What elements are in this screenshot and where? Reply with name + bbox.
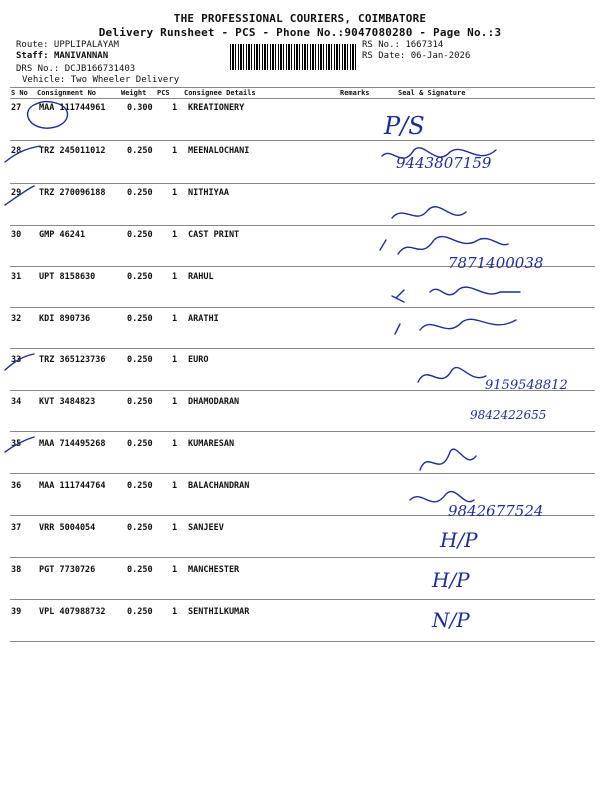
signature-scribble [380, 237, 508, 254]
row-pcs: 1 [172, 272, 178, 282]
row-consignment: KDI 890736 [39, 314, 91, 324]
drs-number: DRS No.: DCJB166731403 [16, 64, 136, 74]
row-pcs: 1 [172, 188, 178, 198]
col-weight: Weight [121, 89, 147, 97]
row-weight: 0.250 [127, 314, 153, 324]
row-pcs: 1 [172, 314, 178, 324]
row-pcs: 1 [172, 439, 178, 449]
row-weight: 0.250 [127, 439, 153, 449]
rs-number: RS No.: 1667314 [362, 40, 444, 50]
signature-scribble [418, 368, 486, 382]
row-consignment: TRZ 365123736 [39, 355, 106, 365]
rs-date: RS Date: 06-Jan-2026 [362, 51, 471, 61]
company-title: THE PROFESSIONAL COURIERS, COIMBATORE [173, 12, 427, 25]
col-consignment: Consignment No [37, 89, 97, 97]
row-consignment: MAA 714495268 [39, 439, 106, 449]
signature-scribble [430, 287, 520, 295]
row-weight: 0.250 [127, 188, 153, 198]
handwritten-phone-row30: 7871400038 [448, 254, 544, 272]
row-pcs: 1 [172, 523, 178, 533]
row-consignee: SENTHILKUMAR [188, 607, 250, 617]
row-consignment: PGT 7730726 [39, 565, 96, 575]
col-sno: S No [11, 89, 28, 97]
row-consignment: VPL 407988732 [39, 607, 106, 617]
row-pcs: 1 [172, 565, 178, 575]
row-consignment: TRZ 270096188 [39, 188, 106, 198]
row-sno: 39 [11, 607, 22, 617]
row-consignment: KVT 3484823 [39, 397, 96, 407]
tick-mark [5, 186, 34, 205]
col-remarks: Remarks [340, 89, 370, 97]
row-weight: 0.250 [127, 230, 153, 240]
row-consignee: KUMARESAN [188, 439, 235, 449]
row-consignee: KREATIONERY [188, 103, 245, 113]
row-pcs: 1 [172, 607, 178, 617]
row-sno: 33 [11, 355, 22, 365]
handwritten-phone-row33: 9159548812 [485, 378, 568, 393]
row-sno: 27 [11, 103, 22, 113]
row-sno: 34 [11, 397, 22, 407]
row-pcs: 1 [172, 103, 178, 113]
row-consignment: GMP 46241 [39, 230, 86, 240]
row-pcs: 1 [172, 481, 178, 491]
row-consignment: VRR 5004054 [39, 523, 96, 533]
row-sno: 30 [11, 230, 22, 240]
signature-scribble [392, 290, 404, 302]
tick-mark [5, 146, 40, 162]
row-consignee: BALACHANDRAN [188, 481, 250, 491]
handwritten-phone-row36: 9842677524 [448, 502, 544, 520]
row-weight: 0.250 [127, 146, 153, 156]
row-sno: 32 [11, 314, 22, 324]
row-pcs: 1 [172, 355, 178, 365]
runsheet-subtitle: Delivery Runsheet - PCS - Phone No.:9047080280 - Page No.:3 [98, 26, 502, 39]
row-consignment: TRZ 245011012 [39, 146, 106, 156]
row-consignee: DHAMODARAN [188, 397, 240, 407]
row-sno: 36 [11, 481, 22, 491]
row-consignment: UPT 8158630 [39, 272, 96, 282]
row-sno: 31 [11, 272, 22, 282]
tick-mark [5, 354, 34, 370]
tick-mark [5, 437, 34, 452]
signature-scribble [392, 207, 466, 218]
row-consignee: MANCHESTER [188, 565, 240, 575]
row-pcs: 1 [172, 230, 178, 240]
signature-scribble [410, 492, 474, 502]
row-consignment: MAA 111744961 [39, 103, 106, 113]
col-seal-signature: Seal & Signature [398, 89, 466, 97]
row-consignee: CAST PRINT [188, 230, 240, 240]
row-weight: 0.250 [127, 355, 153, 365]
row-weight: 0.250 [127, 607, 153, 617]
col-consignee: Consignee Details [184, 89, 256, 97]
row-weight: 0.250 [127, 272, 153, 282]
row-consignee: SANJEEV [188, 523, 224, 533]
row-pcs: 1 [172, 397, 178, 407]
row-sno: 38 [11, 565, 22, 575]
row-weight: 0.250 [127, 523, 153, 533]
row-consignee: EURO [188, 355, 209, 365]
row-weight: 0.250 [127, 481, 153, 491]
row-sno: 35 [11, 439, 22, 449]
row-weight: 0.250 [127, 565, 153, 575]
row-consignment: MAA 111744764 [39, 481, 106, 491]
handwritten-note-row27: P/S [384, 112, 425, 140]
row-sno: 29 [11, 188, 22, 198]
signature-scribble [395, 319, 516, 334]
col-pcs: PCS [157, 89, 170, 97]
staff-name: MANIVANNAN [53, 51, 109, 61]
row-sno: 28 [11, 146, 22, 156]
row-pcs: 1 [172, 146, 178, 156]
handwritten-phone-row28: 9443807159 [396, 154, 492, 172]
row-consignee: MEENALOCHANI [188, 146, 250, 156]
handwritten-phone-row34: 9842422655 [470, 408, 547, 422]
row-consignee: NITHIYAA [188, 188, 229, 198]
signature-scribble [420, 449, 476, 470]
row-weight: 0.300 [127, 103, 153, 113]
route-label: Route: UPPLIPALAYAM [16, 40, 119, 50]
handwritten-note-row39: N/P [432, 608, 470, 632]
vehicle-label: Vehicle: Two Wheeler Delivery [22, 75, 180, 85]
row-consignee: RAHUL [188, 272, 214, 282]
circle-mark [28, 101, 68, 128]
staff-label: Staff: [16, 51, 49, 61]
row-sno: 37 [11, 523, 22, 533]
row-consignee: ARATHI [188, 314, 219, 324]
handwritten-note-row37: H/P [440, 528, 478, 552]
row-weight: 0.250 [127, 397, 153, 407]
handwritten-note-row38: H/P [432, 568, 470, 592]
